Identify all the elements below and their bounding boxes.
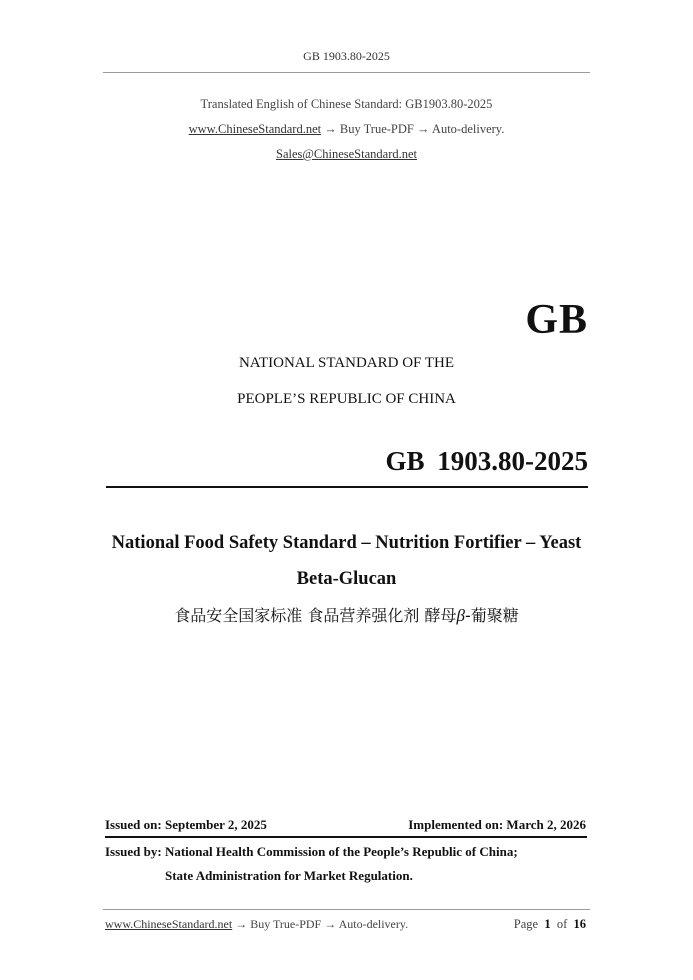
standard-number-rule: [106, 486, 588, 488]
national-standard-line2: PEOPLE’S REPUBLIC OF CHINA: [237, 391, 456, 407]
running-header: GB 1903.80-2025: [303, 49, 390, 63]
page-current: 1: [544, 917, 551, 931]
issued-date: Issued on: September 2, 2025: [105, 817, 267, 832]
page-total: 16: [573, 917, 586, 931]
chinese-title-beta: β: [456, 606, 465, 625]
page-of: of: [556, 917, 568, 931]
english-title-line2: Beta-Glucan: [296, 569, 397, 589]
purchase-line: [0, 122, 693, 137]
gb-mark: GB: [525, 297, 588, 343]
issuer-line2: State Administration for Market Regulation.: [165, 868, 413, 883]
header-divider: [103, 72, 590, 73]
site-link[interactable]: www.ChineseStandard.net: [188, 122, 322, 136]
footer-site-link[interactable]: www.ChineseStandard.net: [105, 917, 233, 931]
chinese-title-part1: 食品安全国家标准 食品营养强化剂 酵母: [174, 606, 457, 625]
email-link[interactable]: Sales@ChineseStandard.net: [276, 147, 417, 161]
chinese-title-part2: -葡聚糖: [464, 606, 519, 625]
purchase-text: → Buy True-PDF → Auto-delivery.: [321, 122, 505, 136]
issuer-line1: Issued by: National Health Commission of the People’s Republic of China;: [105, 844, 518, 859]
english-title-line1: National Food Safety Standard – Nutrition Fortifier – Yeast: [111, 533, 582, 553]
footer-divider: [103, 909, 590, 910]
national-standard-line1: NATIONAL STANDARD OF THE: [238, 355, 455, 371]
footer-purchase-line: [105, 917, 408, 932]
email-line: [0, 147, 693, 162]
dates-rule: [105, 836, 587, 838]
implemented-date: Implemented on: March 2, 2026: [408, 817, 586, 832]
translation-notice: Translated English of Chinese Standard: GB1903.80-2025: [200, 97, 493, 111]
page-label: Page: [513, 917, 539, 931]
footer-purchase-text: → Buy True-PDF → Auto-delivery.: [232, 917, 409, 931]
standard-number: GB 1903.80-2025: [385, 446, 588, 476]
page-indicator: [514, 917, 586, 932]
chinese-title: [0, 603, 693, 626]
